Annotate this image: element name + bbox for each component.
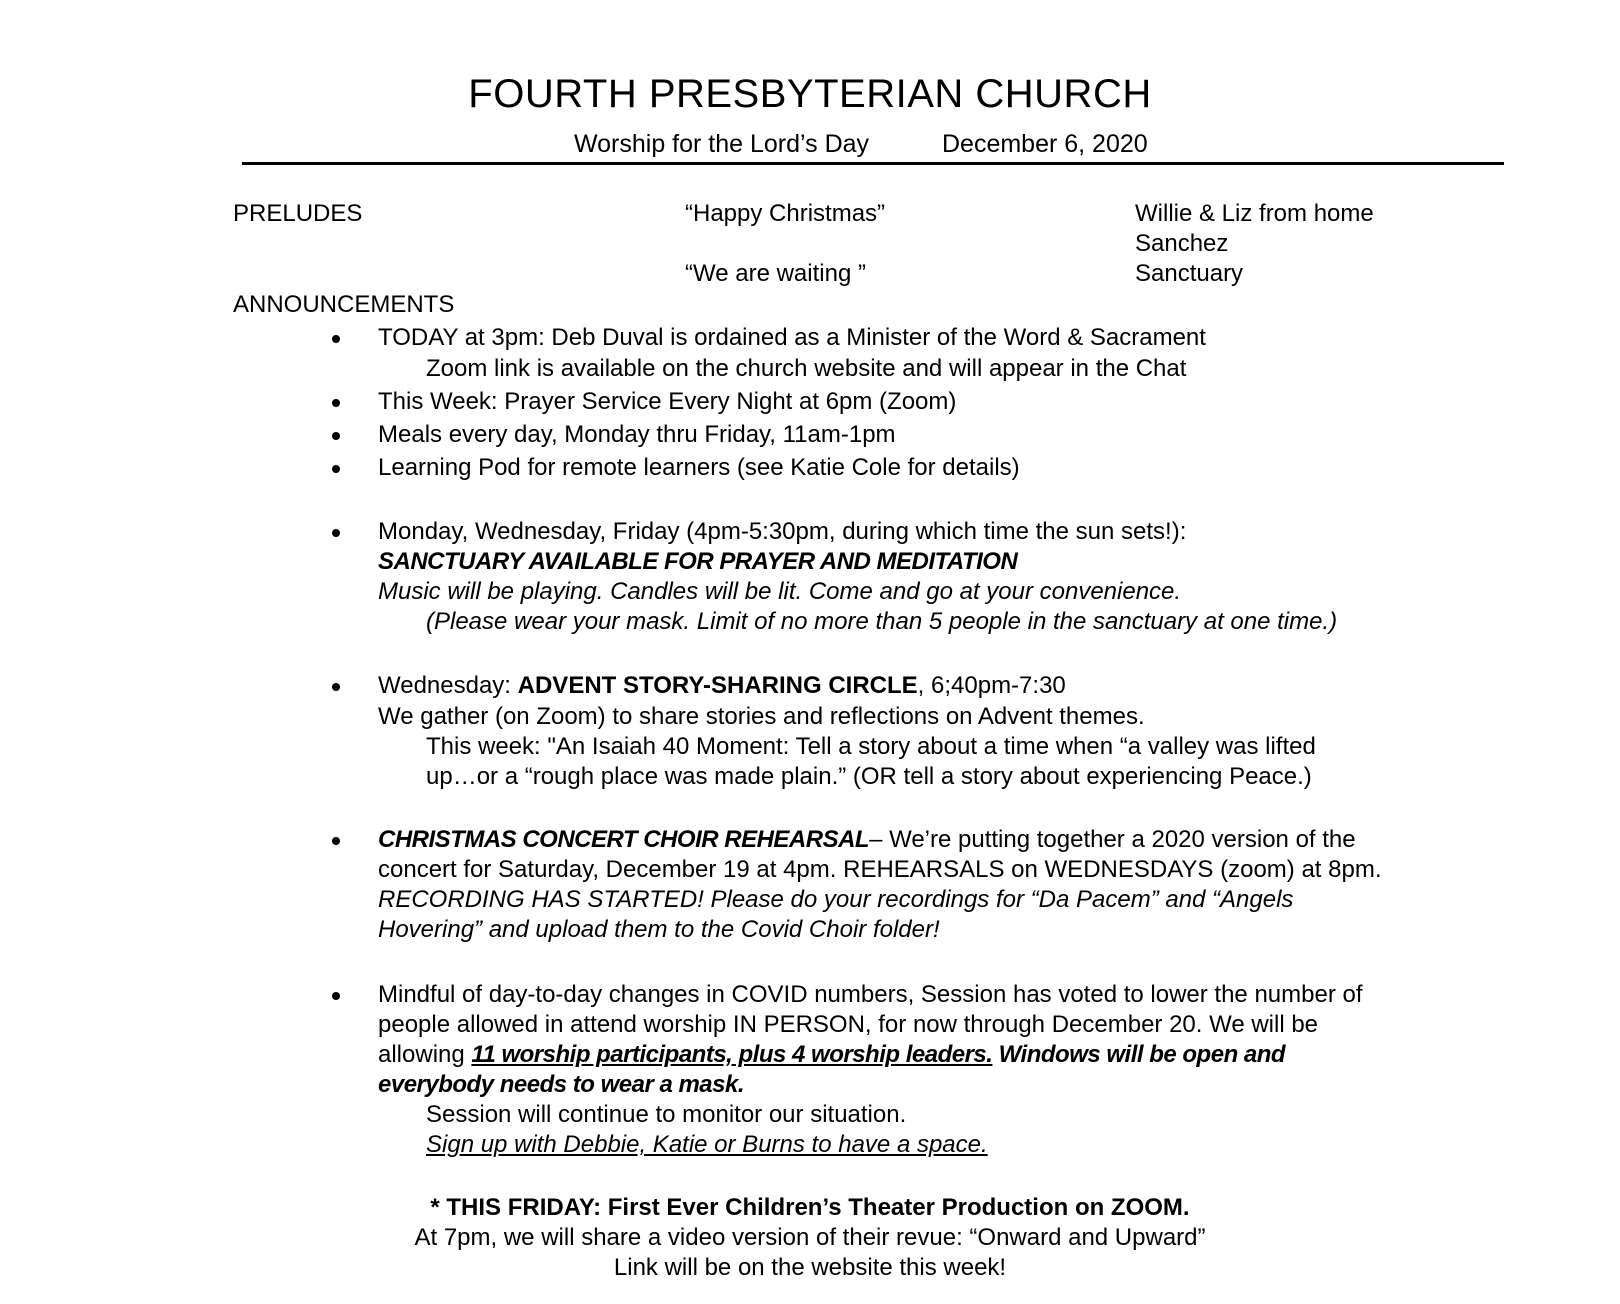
prelude-performer-2: Sanchez — [1135, 230, 1229, 257]
service-subtitle: Worship for the Lord’s Day — [574, 130, 870, 158]
bullet-icon — [332, 335, 340, 343]
bullet-icon — [332, 992, 340, 1000]
bullet-icon — [332, 465, 340, 473]
header-divider — [242, 162, 1504, 165]
announcement-covid-signup: Sign up with Debbie, Katie or Burns to have a space. — [426, 1131, 988, 1158]
announcement-covid: Mindful of day-to-day changes in COVID numbers, Session has voted to lower the number of — [378, 981, 1363, 1008]
announcement-covid-attendance: people allowed in attend worship IN PERSON, for now through December 20. We will be — [378, 1011, 1319, 1038]
bullet-icon — [332, 399, 340, 407]
bullet-icon — [332, 529, 340, 537]
service-date: December 6, 2020 — [942, 130, 1148, 158]
announcement-choir-upload: Hovering” and upload them to the Covid Choir folder! — [378, 916, 940, 943]
announcement-friday-link: Link will be on the website this week! — [613, 1254, 1007, 1281]
announcement-ordination: TODAY at 3pm: Deb Duval is ordained as a Minister of the Word & Sacrament — [378, 324, 1206, 351]
announcement-sanctuary-mask-note: (Please wear your mask. Limit of no more than 5 people in the sanctuary at one time.) — [426, 608, 1338, 635]
prelude-performer-1: Willie & Liz from home — [1135, 200, 1374, 227]
announcement-advent-theme-cont: up…or a “rough place was made plain.” (OR tell a story about experiencing Peace.) — [426, 763, 1312, 790]
announcement-ordination-zoom: Zoom link is available on the church website and will appear in the Chat — [426, 355, 1187, 382]
announcement-covid-monitor: Session will continue to monitor our situation. — [426, 1101, 907, 1128]
announcement-advent-description: We gather (on Zoom) to share stories and reflections on Advent themes. — [378, 703, 1145, 730]
announcement-friday-theater: * THIS FRIDAY: First Ever Children’s Theater Production on ZOOM. — [430, 1194, 1190, 1221]
announcement-sanctuary-heading: SANCTUARY AVAILABLE FOR PRAYER AND MEDITATION — [378, 548, 1018, 575]
announcements-label: ANNOUNCEMENTS — [233, 291, 455, 318]
announcement-meals: Meals every day, Monday thru Friday, 11am-1pm — [378, 421, 896, 448]
announcement-advent-circle: Wednesday: ADVENT STORY-SHARING CIRCLE, 6;40pm-7:30 — [378, 672, 1066, 699]
announcement-prayer-service: This Week: Prayer Service Every Night at 6pm (Zoom) — [378, 388, 957, 415]
announcement-choir: CHRISTMAS CONCERT CHOIR REHEARSAL– We’re putting together a 2020 version of the — [378, 826, 1356, 853]
announcement-choir-concert: concert for Saturday, December 19 at 4pm. REHEARSALS on WEDNESDAYS (zoom) at 8pm. — [378, 856, 1382, 883]
announcement-choir-recording: RECORDING HAS STARTED! Please do your recordings for “Da Pacem” and “Angels — [378, 886, 1294, 913]
announcement-sanctuary-details: Music will be playing. Candles will be lit. Come and go at your convenience. — [378, 578, 1182, 605]
page-title: FOURTH PRESBYTERIAN CHURCH — [468, 72, 1152, 116]
announcement-sanctuary-hours: Monday, Wednesday, Friday (4pm-5:30pm, during which time the sun sets!): — [378, 518, 1187, 545]
bullet-icon — [332, 837, 340, 845]
bullet-icon — [332, 432, 340, 440]
prelude-piece-1: “Happy Christmas” — [685, 200, 886, 227]
announcement-learning-pod: Learning Pod for remote learners (see Katie Cole for details) — [378, 454, 1020, 481]
preludes-label: PRELUDES — [233, 200, 363, 227]
prelude-performer-3: Sanctuary — [1135, 260, 1244, 287]
announcement-advent-theme: This week: "An Isaiah 40 Moment: Tell a story about a time when “a valley was lifted — [426, 733, 1316, 760]
announcement-covid-limits: allowing 11 worship participants, plus 4 worship leaders. Windows will be open and — [378, 1041, 1286, 1068]
prelude-piece-2: “We are waiting ” — [685, 260, 866, 287]
bullet-icon — [332, 683, 340, 691]
announcement-covid-mask: everybody needs to wear a mask. — [378, 1071, 745, 1098]
announcement-friday-video: At 7pm, we will share a video version of their revue: “Onward and Upward” — [414, 1224, 1206, 1251]
